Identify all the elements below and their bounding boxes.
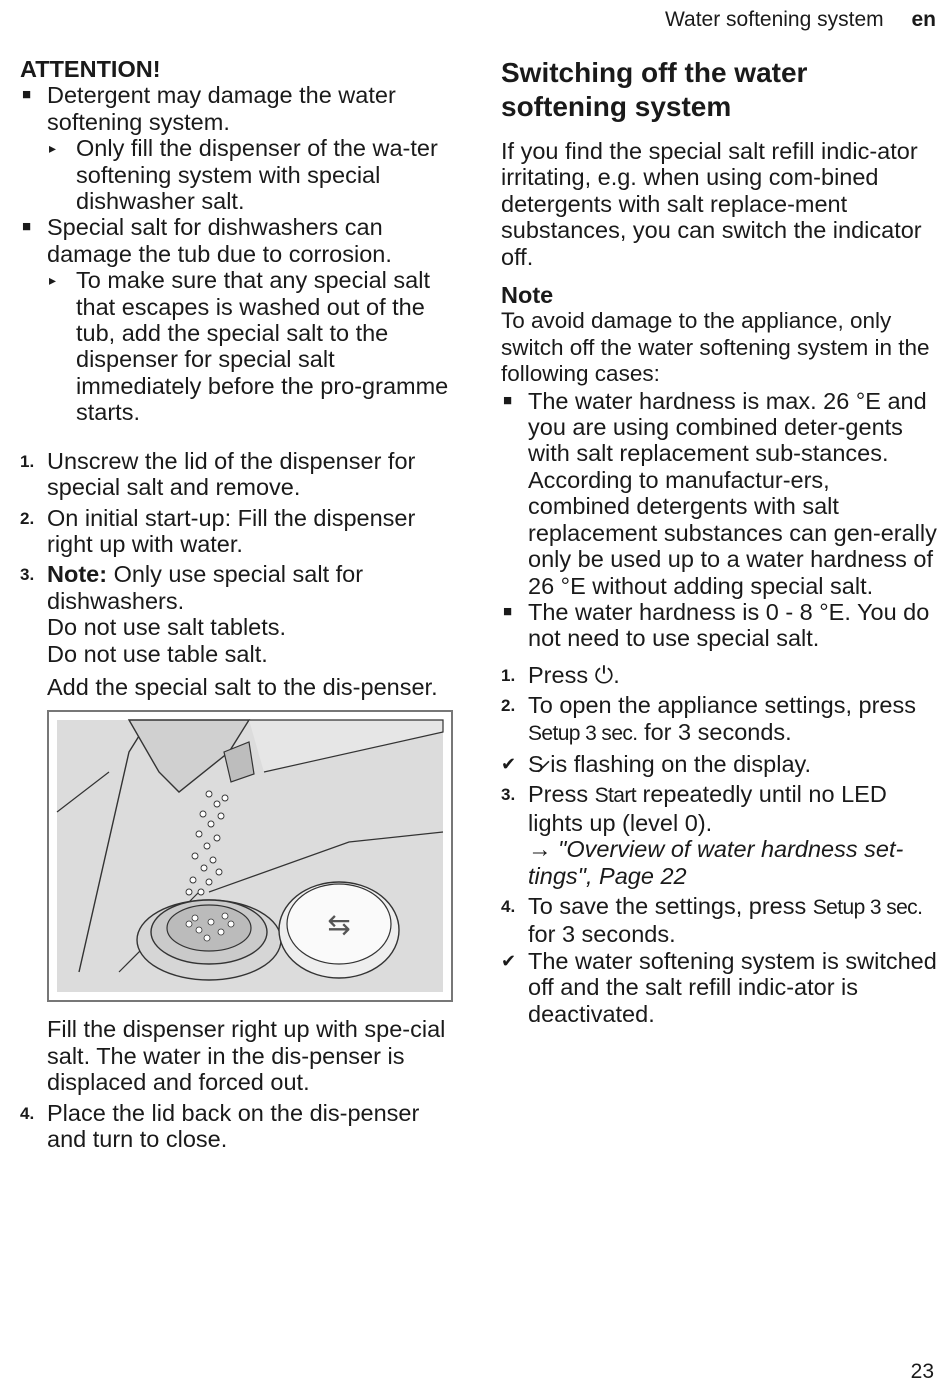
warning-text: Special salt for dishwashers can damage the tub due to corrosion.: [47, 214, 392, 267]
step-3-line: Do not use table salt.: [47, 640, 268, 667]
step-text-end: for 3 seconds.: [637, 718, 792, 745]
step-number: 3.: [20, 565, 35, 585]
step-3-line: Do not use salt tablets.: [47, 614, 287, 641]
check-icon: ✔: [501, 753, 517, 774]
warning-bullet: [20, 82, 452, 135]
right-step-3: [501, 781, 937, 836]
step-number: 4.: [501, 896, 516, 916]
step-text: Unscrew the lid of the dispenser for special salt and remove.: [47, 447, 416, 501]
step-number: 1.: [20, 451, 35, 471]
left-column: [20, 56, 452, 1152]
step-text: To save the settings, press: [528, 892, 813, 919]
triangle-bullet-icon: ▸: [49, 272, 57, 289]
step-number: 1.: [501, 665, 516, 685]
note-label: Note:: [47, 561, 108, 588]
power-icon: ⏻: [594, 661, 614, 688]
salt-dispenser-illustration: [47, 710, 453, 1002]
step-text: To open the appliance settings, press: [528, 692, 917, 719]
step-text-end: for 3 seconds.: [528, 921, 676, 948]
warning-action-text: To make sure that any special salt that escapes is washed out of the tub, add the special salt to the dispenser for special salt immediately before the pro-gramme starts.: [76, 267, 449, 426]
right-step-2: [501, 692, 937, 747]
result-text: The water softening system is switched off and the salt refill indic-ator is deactivated.: [528, 947, 937, 1027]
square-bullet-icon: ■: [503, 602, 513, 620]
header-section-title: Water softening system: [665, 8, 884, 31]
cross-reference-link[interactable]: → "Overview of water hardness set-tings", Page 22: [528, 836, 904, 889]
step-number: 2.: [20, 508, 35, 528]
case-bullet: [501, 599, 937, 652]
warning-action: [20, 267, 452, 425]
step-text: Only use special salt for dishwashers.: [47, 561, 364, 614]
case-text: The water hardness is max. 26 °E and you are using combined deter-gents with salt replacement sub-stances. According to manufactur-ers, combined detergents with salt replacement substances can gen-erally only be used up to a water hardness of 26 °E without adding special salt.: [528, 387, 937, 599]
warning-action-text: Only fill the dispenser of the wa-ter softening system with special dishwasher salt.: [76, 135, 438, 215]
triangle-bullet-icon: ▸: [49, 140, 57, 157]
header-language: en: [911, 8, 936, 31]
setup-key-label: Setup 3 sec.: [528, 721, 638, 745]
step-text: Place the lid back on the dis-penser and turn to close.: [47, 1099, 420, 1152]
step-3-fill-text: Fill the dispenser right up with spe-cial salt. The water in the dis-penser is displaced and forced out.: [47, 1016, 446, 1096]
warning-bullet: [20, 214, 452, 267]
warning-text: Detergent may damage the water softening system.: [47, 82, 396, 135]
warning-action: [20, 135, 452, 214]
square-bullet-icon: ■: [22, 218, 32, 236]
check-icon: ✔: [501, 950, 517, 971]
result-2: [501, 948, 937, 1027]
result-1: [501, 751, 937, 777]
setup-key-label: Setup 3 sec.: [812, 895, 923, 919]
step-3-add-text: Add the special salt to the dis-penser.: [47, 673, 438, 700]
step-text-end: repeatedly until no LED lights up (level 0).: [528, 781, 887, 836]
salt-refill-icon: S̷: [528, 750, 544, 777]
section-heading: Switching off the water softening system: [501, 57, 808, 122]
case-bullet: [501, 388, 937, 599]
step-number: 3.: [501, 785, 516, 805]
result-text: is flashing on the display.: [543, 750, 812, 777]
note-heading: Note: [501, 282, 554, 309]
right-step-4: [501, 893, 937, 948]
page-header: [665, 8, 936, 32]
step-text: Press: [528, 781, 595, 808]
step-2: [20, 505, 452, 558]
step-number: 4.: [20, 1103, 35, 1123]
square-bullet-icon: ■: [503, 391, 513, 409]
intro-paragraph: If you find the special salt refill indic-ator irritating, e.g. when using com-bined detergents with salt replace-ment substances, you can switch the indicator off.: [501, 138, 922, 270]
svg-text:⇆: ⇆: [327, 908, 351, 942]
note-text: To avoid damage to the appliance, only switch off the water softening system in the following cases:: [501, 308, 930, 387]
step-text: On initial start-up: Fill the dispenser right up with water.: [47, 504, 416, 557]
step-text-end: .: [613, 661, 620, 688]
page-number: 23: [910, 1360, 934, 1383]
salt-dispenser-drawing: [49, 712, 451, 1000]
square-bullet-icon: ■: [22, 86, 32, 104]
start-key-label: Start: [594, 784, 636, 808]
attention-heading: ATTENTION!: [20, 56, 161, 82]
step-3: [20, 561, 452, 614]
step-1: [20, 448, 452, 501]
step-number: 2.: [501, 696, 516, 716]
right-step-1: [501, 662, 937, 688]
right-column: [501, 56, 937, 1027]
case-text: The water hardness is 0 - 8 °E. You do not need to use special salt.: [528, 598, 930, 652]
step-4: [20, 1100, 452, 1153]
step-text: Press: [528, 661, 595, 688]
